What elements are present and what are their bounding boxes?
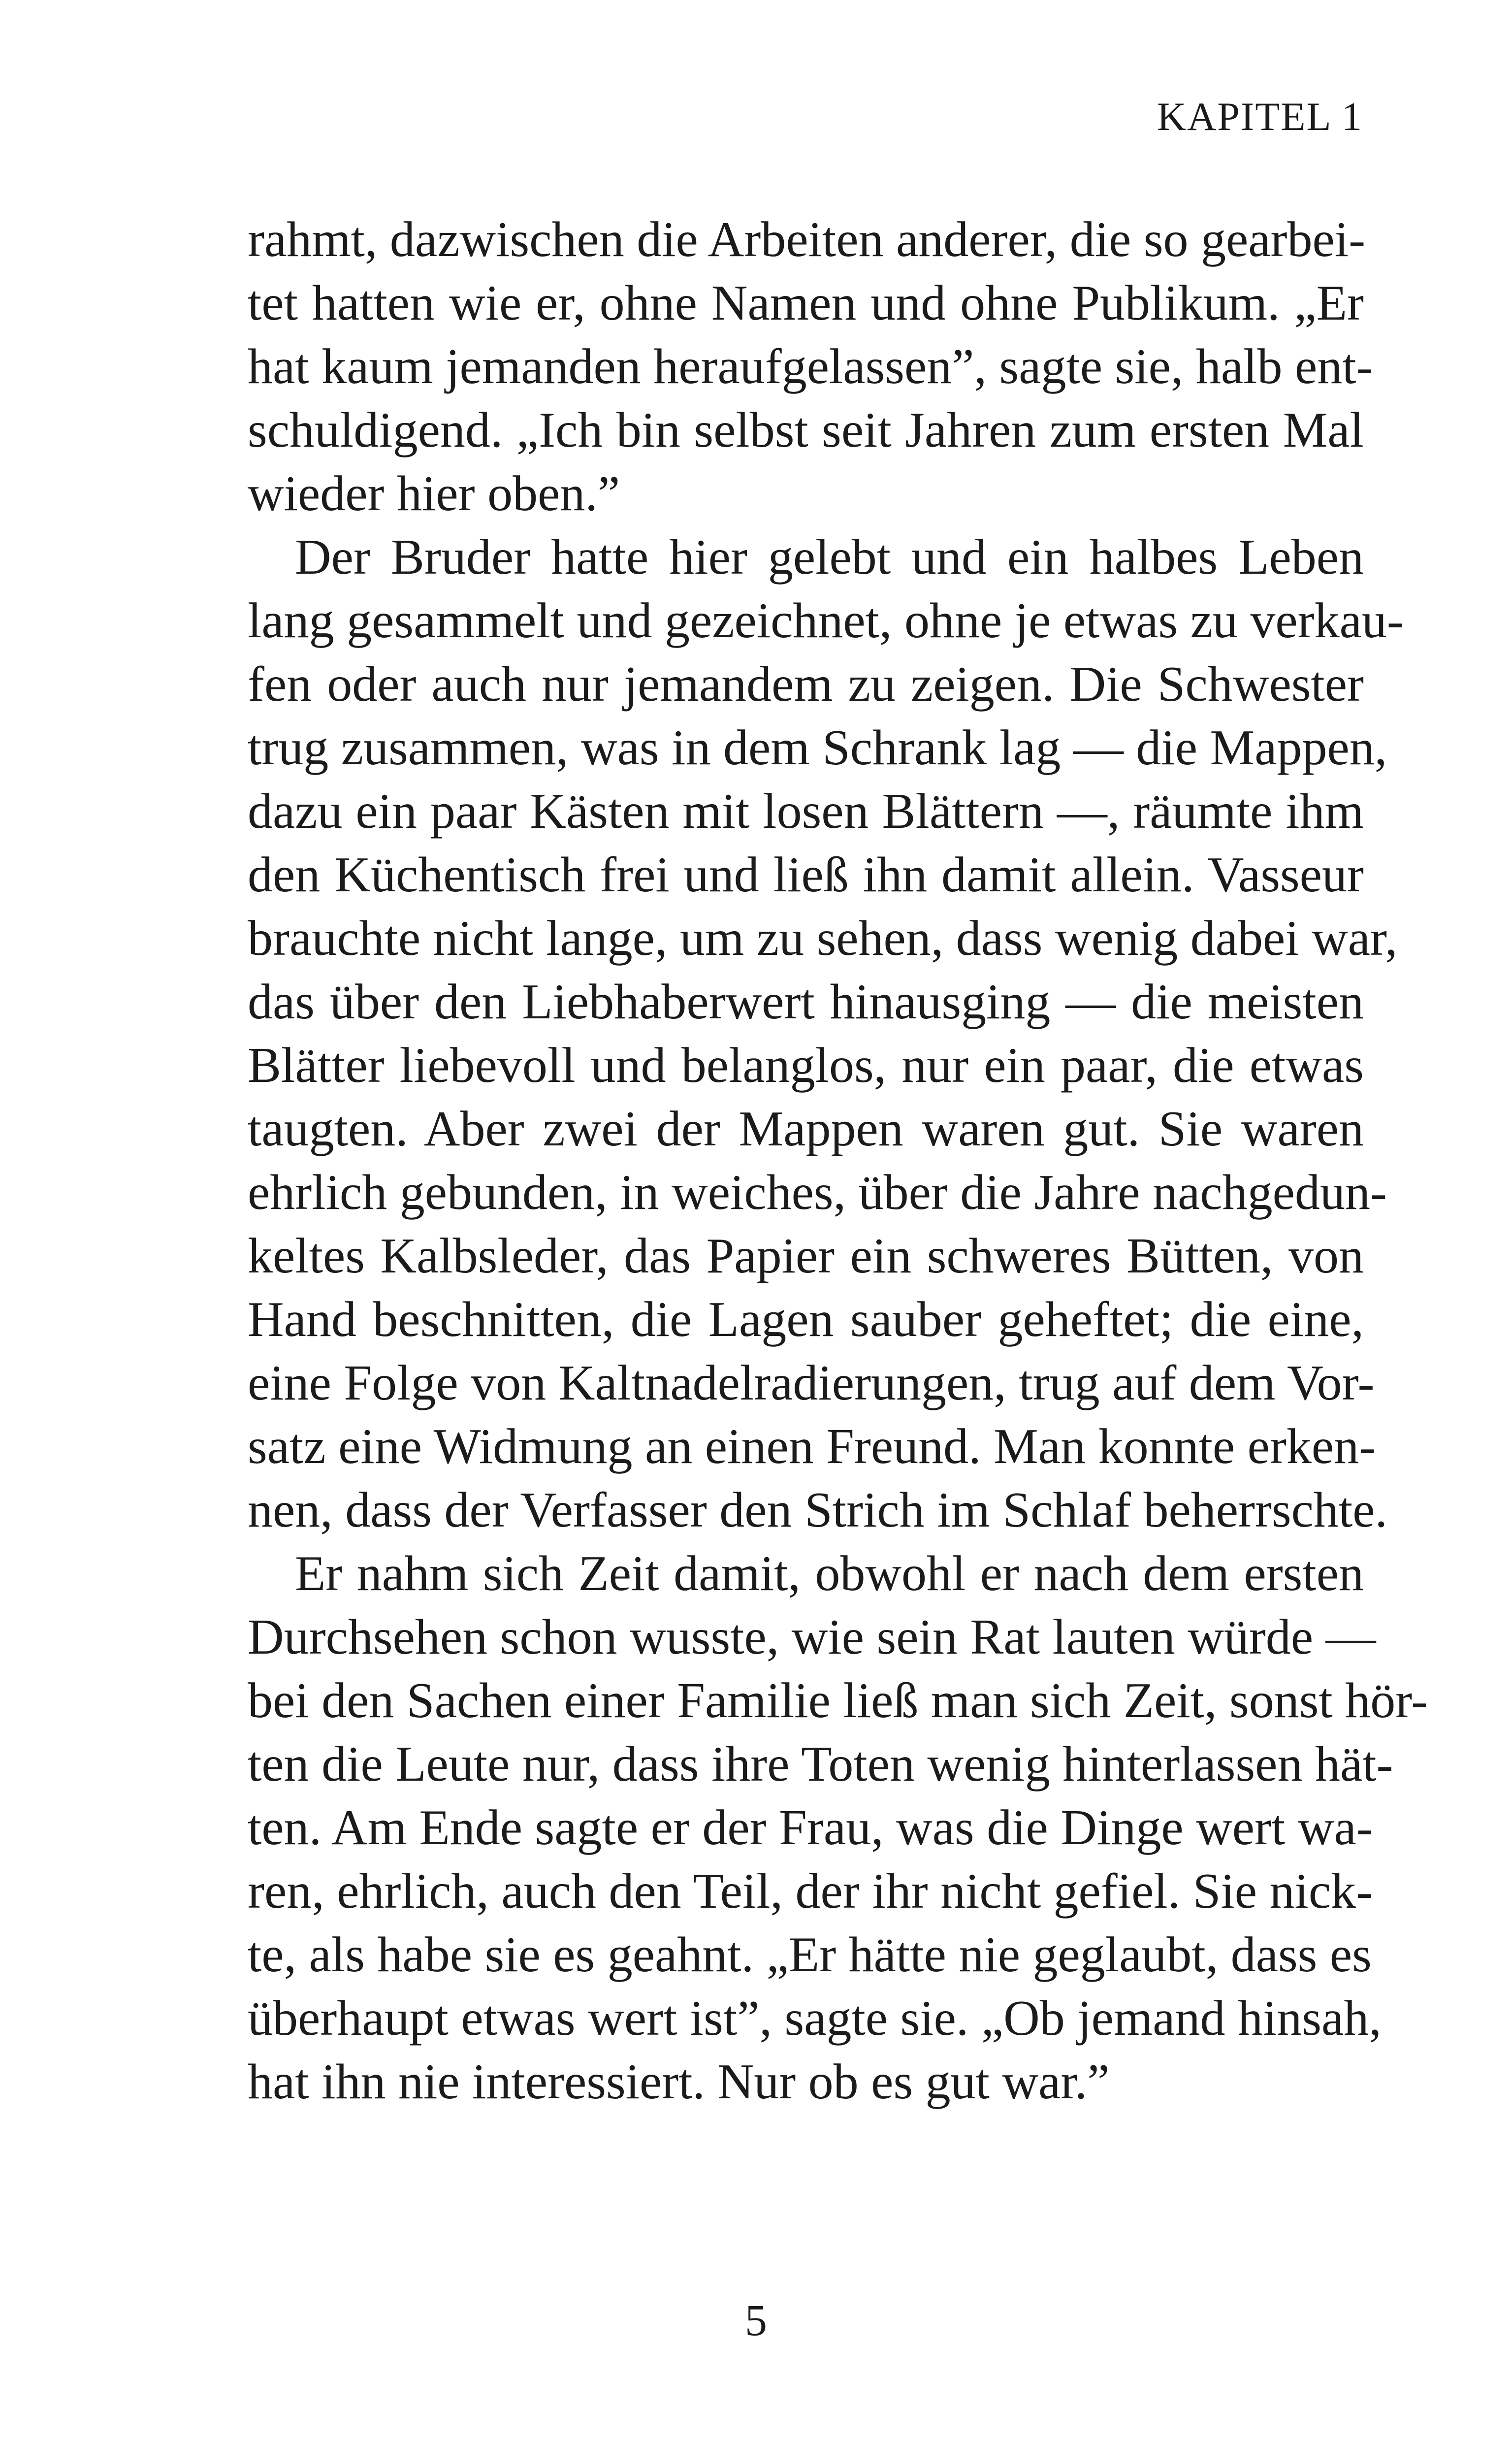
text-line: Hand beschnitten, die Lagen sauber geheftet; die eine,: [248, 1292, 1364, 1347]
text-line: taugten. Aber zwei der Mappen waren gut. Sie waren: [248, 1101, 1364, 1157]
text-line: bei den Sachen einer Familie ließ man sich Zeit, sonst hör-: [248, 1673, 1428, 1728]
text-line: ten die Leute nur, dass ihre Toten wenig hinterlassen hät-: [248, 1736, 1393, 1792]
text-line: Durchsehen schon wusste, wie sein Rat lauten würde —: [248, 1609, 1376, 1665]
text-line: keltes Kalbsleder, das Papier ein schweres Bütten, von: [248, 1228, 1364, 1284]
running-head: KAPITEL 1: [1157, 94, 1363, 139]
text-line: dazu ein paar Kästen mit losen Blättern —, räumte ihm: [248, 783, 1364, 839]
text-line: rahmt, dazwischen die Arbeiten anderer, die so gearbei-: [248, 212, 1366, 267]
text-line: nen, dass der Verfasser den Strich im Schlaf beherrschte.: [248, 1482, 1388, 1538]
text-line: überhaupt etwas wert ist”, sagte sie. „Ob jemand hinsah,: [248, 1990, 1382, 2046]
text-line: brauchte nicht lange, um zu sehen, dass wenig dabei war,: [248, 911, 1398, 966]
text-line: schuldigend. „Ich bin selbst seit Jahren zum ersten Mal: [248, 402, 1364, 458]
text-line: Er nahm sich Zeit damit, obwohl er nach dem ersten: [295, 1546, 1364, 1601]
text-line: lang gesammelt und gezeichnet, ohne je etwas zu verkau-: [248, 593, 1404, 649]
text-line: Der Bruder hatte hier gelebt und ein halbes Leben: [295, 529, 1364, 585]
text-line: ren, ehrlich, auch den Teil, der ihr nicht gefiel. Sie nick-: [248, 1863, 1373, 1919]
text-line: fen oder auch nur jemandem zu zeigen. Die Schwester: [248, 656, 1364, 712]
text-line: eine Folge von Kaltnadelradierungen, trug auf dem Vor-: [248, 1355, 1375, 1411]
text-line: ten. Am Ende sagte er der Frau, was die Dinge wert wa-: [248, 1800, 1373, 1856]
text-line: trug zusammen, was in dem Schrank lag — die Mappen,: [248, 720, 1387, 776]
text-line: satz eine Widmung an einen Freund. Man konnte erken-: [248, 1419, 1376, 1474]
text-line: wieder hier oben.”: [248, 466, 620, 521]
text-line: hat kaum jemanden heraufgelassen”, sagte sie, halb ent-: [248, 339, 1373, 394]
text-line: das über den Liebhaberwert hinausging — die meisten: [248, 974, 1364, 1030]
text-line: Blätter liebevoll und belanglos, nur ein paar, die etwas: [248, 1038, 1364, 1093]
text-line: hat ihn nie interessiert. Nur ob es gut war.”: [248, 2054, 1110, 2110]
page-number: 5: [745, 2296, 767, 2345]
body-text: [248, 208, 1428, 2114]
text-line: te, als habe sie es geahnt. „Er hätte nie geglaubt, dass es: [248, 1927, 1372, 1983]
text-line: tet hatten wie er, ohne Namen und ohne Publikum. „Er: [248, 275, 1364, 331]
text-line: den Küchentisch frei und ließ ihn damit allein. Vasseur: [248, 847, 1364, 903]
text-line: ehrlich gebunden, in weiches, über die Jahre nachgedun-: [248, 1165, 1387, 1220]
